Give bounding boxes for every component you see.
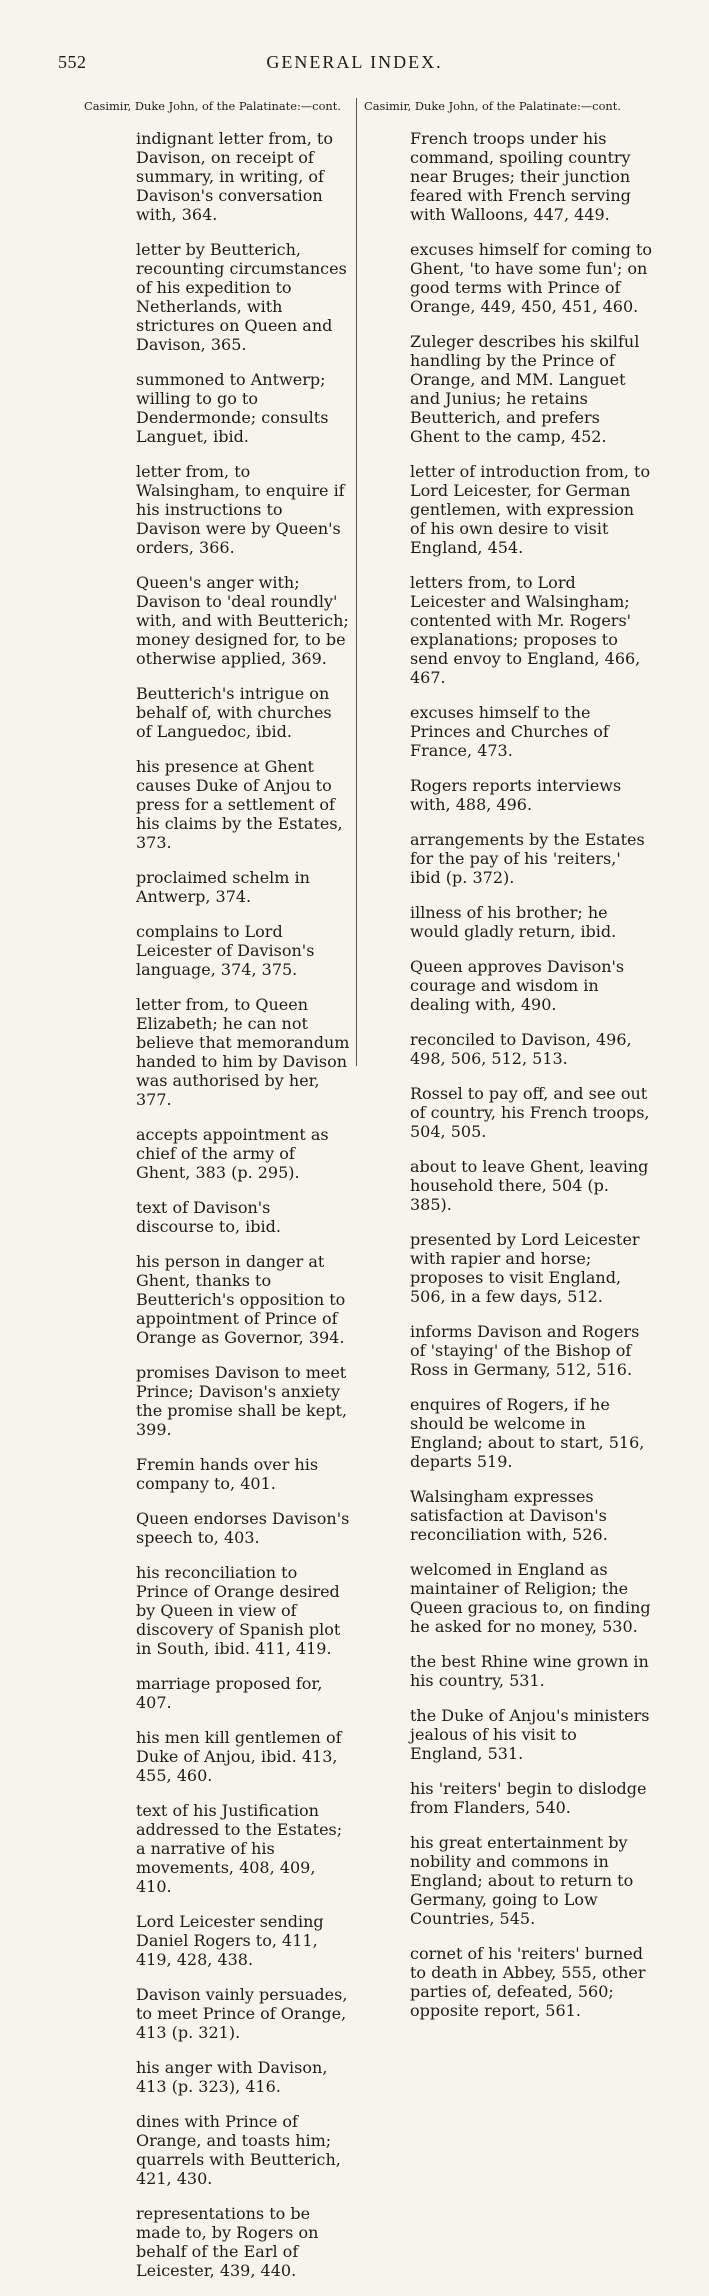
left-column bbox=[84, 100, 350, 2296]
index-entry: accepts appointment as chief of the army of Ghent, 383 (p. 295). bbox=[136, 1125, 329, 1183]
index-entry: the Duke of Anjou's ministers jealous of his visit to England, 531. bbox=[410, 1706, 650, 1764]
index-entry: about to leave Ghent, leaving household there, 504 (p. 385). bbox=[410, 1157, 649, 1215]
index-entry: cornet of his 'reiters' burned to death in Abbey, 555, other parties of, defeated, 560; opposite report, 561. bbox=[410, 1944, 646, 2021]
index-entry: the best Rhine wine grown in his country, 531. bbox=[410, 1652, 649, 1691]
index-entry: his reconciliation to Prince of Orange desired by Queen in view of discovery of Spanish plot in South, ibid. 411, 419. bbox=[136, 1563, 341, 1659]
column-divider bbox=[356, 98, 357, 1066]
index-entry: text of Davison's discourse to, ibid. bbox=[136, 1198, 281, 1237]
page-header bbox=[0, 52, 709, 76]
index-entry: his 'reiters' begin to dislodge from Flanders, 540. bbox=[410, 1779, 647, 1818]
index-entry: reconciled to Davison, 496, 498, 506, 512, 513. bbox=[410, 1030, 632, 1069]
running-title: GENERAL INDEX. bbox=[266, 52, 443, 72]
index-entry: Zuleger describes his skilful handling by the Prince of Orange, and MM. Languet and Junius; he retains Beutterich, and prefers Ghent to the camp, 452. bbox=[410, 332, 640, 447]
index-entry: excuses himself for coming to Ghent, 'to have some fun'; on good terms with Prince of Orange, 449, 450, 451, 460. bbox=[410, 240, 652, 317]
index-entry: Lord Leicester sending Daniel Rogers to, 411, 419, 428, 438. bbox=[136, 1912, 324, 1970]
index-entry: Walsingham expresses satisfaction at Davison's reconciliation with, 526. bbox=[410, 1487, 608, 1545]
index-entry: complains to Lord Leicester of Davison's language, 374, 375. bbox=[136, 922, 315, 980]
index-entry: promises Davison to meet Prince; Davison's anxiety the promise shall be kept, 399. bbox=[136, 1363, 347, 1440]
index-entry: text of his Justification addressed to the Estates; a narrative of his movements, 408, 409, 410. bbox=[136, 1801, 343, 1897]
index-heading: Casimir, Duke John, of the Palatinate:—cont. bbox=[364, 99, 621, 113]
index-entry: his anger with Davison, 413 (p. 323), 416. bbox=[136, 2058, 328, 2097]
index-entry: informs Davison and Rogers of 'staying' of the Bishop of Ross in Germany, 512, 516. bbox=[410, 1322, 640, 1380]
index-heading: Casimir, Duke John, of the Palatinate:—cont. bbox=[84, 99, 341, 113]
index-entry: enquires of Rogers, if he should be welcome in England; about to start, 516, departs 519. bbox=[410, 1395, 645, 1472]
entry-list bbox=[364, 129, 652, 2020]
index-entry: his presence at Ghent causes Duke of Anjou to press for a settlement of his claims by the Estates, 373. bbox=[136, 757, 343, 853]
index-entry: summoned to Antwerp; willing to go to Dendermonde; consults Languet, ibid. bbox=[136, 370, 329, 447]
page-number: 552 bbox=[58, 52, 87, 72]
index-entry: Beutterich's intrigue on behalf of, with churches of Languedoc, ibid. bbox=[136, 684, 332, 742]
index-entry: Rogers reports interviews with, 488, 496. bbox=[410, 776, 622, 815]
index-entry: letter from, to Queen Elizabeth; he can not believe that memorandum handed to him by Davison was authorised by her, 377. bbox=[136, 995, 350, 1110]
index-entry: Queen's anger with; Davison to 'deal roundly' with, and with Beutterich; money designed for, to be otherwise applied, 369. bbox=[136, 573, 349, 669]
index-entry: his great entertainment by nobility and commons in England; about to return to Germany, going to Low Countries, 545. bbox=[410, 1833, 634, 1929]
index-entry: excuses himself to the Princes and Churches of France, 473. bbox=[410, 703, 609, 761]
index-entry: his person in danger at Ghent, thanks to Beutterich's opposition to appointment of Prince of Orange as Governor, 394. bbox=[136, 1252, 346, 1348]
index-entry: Davison vainly persuades, to meet Prince of Orange, 413 (p. 321). bbox=[136, 1985, 348, 2043]
index-entry: Queen endorses Davison's speech to, 403. bbox=[136, 1509, 350, 1548]
index-entry: indignant letter from, to Davison, on receipt of summary, in writing, of Davison's conversation with, 364. bbox=[136, 129, 333, 225]
index-entry: letter of introduction from, to Lord Leicester, for German gentlemen, with expression of his own desire to visit England, 454. bbox=[410, 462, 651, 558]
index-entry: representations to be made to, by Rogers on behalf of the Earl of Leicester, 439, 440. bbox=[136, 2204, 319, 2281]
index-entry: marriage proposed for, 407. bbox=[136, 1674, 323, 1713]
index-entry: dines with Prince of Orange, and toasts him; quarrels with Beutterich, 421, 430. bbox=[136, 2112, 341, 2189]
index-entry: letters from, to Lord Leicester and Walsingham; contented with Mr. Rogers' explanations; proposes to send envoy to England, 466, 467. bbox=[410, 573, 641, 688]
index-entry: letter by Beutterich, recounting circumstances of his expedition to Netherlands, with strictures on Queen and Davison, 365. bbox=[136, 240, 347, 355]
index-entry: illness of his brother; he would gladly return, ibid. bbox=[410, 903, 617, 942]
index-entry: arrangements by the Estates for the pay of his 'reiters,' ibid (p. 372). bbox=[410, 830, 645, 888]
index-entry: his men kill gentlemen of Duke of Anjou, ibid. 413, 455, 460. bbox=[136, 1728, 342, 1786]
index-entry: French troops under his command, spoiling country near Bruges; their junction feared with French serving with Walloons, 447, 449. bbox=[410, 129, 631, 225]
index-entry: presented by Lord Leicester with rapier and horse; proposes to visit England, 506, in a few days, 512. bbox=[410, 1230, 640, 1307]
right-column bbox=[364, 100, 652, 2036]
index-entry: proclaimed schelm in Antwerp, 374. bbox=[136, 868, 310, 907]
index-entry: Queen approves Davison's courage and wisdom in dealing with, 490. bbox=[410, 957, 625, 1015]
index-entry: Fremin hands over his company to, 401. bbox=[136, 1455, 319, 1494]
index-entry: welcomed in England as maintainer of Religion; the Queen gracious to, on finding he asked for no money, 530. bbox=[410, 1560, 651, 1637]
index-entry: Rossel to pay off, and see out of country, his French troops, 504, 505. bbox=[410, 1084, 650, 1142]
index-entry: letter from, to Walsingham, to enquire if his instructions to Davison were by Queen's orders, 366. bbox=[136, 462, 345, 558]
entry-list bbox=[84, 129, 350, 2280]
